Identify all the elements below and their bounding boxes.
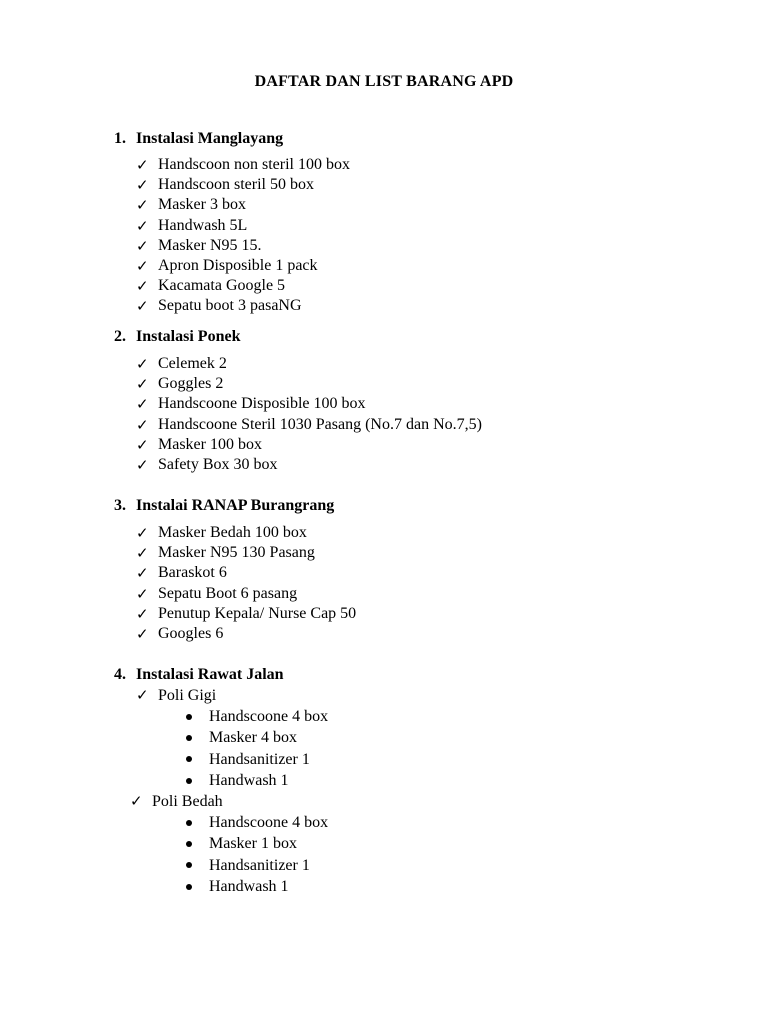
bullet-icon <box>186 714 192 720</box>
section-ponek <box>114 327 482 475</box>
subsection-label: ✓ Poli Gigi <box>136 686 217 704</box>
bullet-icon <box>186 820 192 826</box>
subsection-poli-bedah <box>130 791 328 897</box>
checkmark-icon: ✓ <box>136 236 149 255</box>
checkmark-icon: ✓ <box>136 355 149 373</box>
subsection-label: ✓ Poli Bedah <box>130 792 223 811</box>
section-ranap-burangrang <box>114 496 356 644</box>
list-item: ✓ Safety Box 30 box <box>136 456 278 475</box>
checkmark-icon: ✓ <box>136 196 149 215</box>
bullet-icon <box>186 756 192 762</box>
checkmark-icon: ✓ <box>136 395 149 414</box>
checkmark-icon: ✓ <box>136 625 149 644</box>
checkmark-icon: ✓ <box>136 435 149 454</box>
list-item: ✓ Handscoon steril 50 box <box>136 176 314 195</box>
section-manglayang <box>114 129 350 317</box>
section-heading: 2. Instalasi Ponek <box>114 328 241 345</box>
checkmark-icon: ✓ <box>136 297 149 316</box>
section-heading: 3. Instalai RANAP Burangrang <box>114 497 335 514</box>
list-item: ✓ Kacamata Google 5 <box>136 277 286 296</box>
list-item: Handscoone 4 box <box>182 706 328 727</box>
checkmark-icon: ✓ <box>136 415 149 434</box>
item-list <box>136 354 482 475</box>
list-item: Handwash 1 <box>182 876 328 897</box>
checkmark-icon: ✓ <box>136 456 149 475</box>
bullet-icon <box>186 735 192 741</box>
section-heading: 1. Instalasi Manglayang <box>114 130 284 147</box>
list-item: ✓ Apron Disposible 1 pack <box>136 257 318 276</box>
list-item: ✓ Sepatu boot 3 pasaNG <box>136 297 302 316</box>
list-item: ✓ Masker N95 15. <box>136 236 262 255</box>
list-item: Handwash 1 <box>182 770 328 791</box>
list-item: Handsanitizer 1 <box>182 749 328 770</box>
list-item: ✓ Googles 6 <box>136 625 224 644</box>
document-title: DAFTAR DAN LIST BARANG APD <box>254 73 514 90</box>
checkmark-icon: ✓ <box>130 792 143 811</box>
checkmark-icon: ✓ <box>136 584 149 603</box>
checkmark-icon: ✓ <box>136 604 149 623</box>
checkmark-icon: ✓ <box>136 277 149 296</box>
checkmark-icon: ✓ <box>136 176 149 195</box>
item-list <box>136 523 356 644</box>
checkmark-icon: ✓ <box>136 216 149 235</box>
checkmark-icon: ✓ <box>136 686 149 704</box>
checkmark-icon: ✓ <box>136 375 149 394</box>
list-item: ✓ Baraskot 6 <box>136 564 227 583</box>
list-item: ✓ Penutup Kepala/ Nurse Cap 50 <box>136 604 357 623</box>
bullet-list <box>182 706 328 791</box>
list-item: Masker 1 box <box>182 833 328 854</box>
list-item: Handsanitizer 1 <box>182 855 328 876</box>
item-list <box>136 155 350 317</box>
section-heading: 4. Instalasi Rawat Jalan <box>114 666 284 683</box>
checkmark-icon: ✓ <box>136 156 149 174</box>
list-item: Masker 4 box <box>182 727 328 748</box>
list-item: ✓ Celemek 2 <box>136 355 227 373</box>
bullet-icon <box>186 862 192 868</box>
list-item: Handscoone 4 box <box>182 812 328 833</box>
list-item: ✓ Handscoone Steril 1030 Pasang (No.7 dan No.7,5) <box>136 415 482 434</box>
list-item: ✓ Handscoone Disposible 100 box <box>136 395 366 414</box>
checkmark-icon: ✓ <box>136 524 149 542</box>
list-item: ✓ Masker 100 box <box>136 435 262 454</box>
list-item: ✓ Handwash 5L <box>136 216 248 235</box>
bullet-icon <box>186 884 192 890</box>
list-item: ✓ Masker Bedah 100 box <box>136 524 307 542</box>
checkmark-icon: ✓ <box>136 544 149 563</box>
list-item: ✓ Handscoon non steril 100 box <box>136 156 350 174</box>
bullet-icon <box>186 841 192 847</box>
checkmark-icon: ✓ <box>136 564 149 583</box>
bullet-list <box>182 812 328 897</box>
list-item: ✓ Masker N95 130 Pasang <box>136 544 315 563</box>
list-item: ✓ Sepatu Boot 6 pasang <box>136 584 298 603</box>
list-item: ✓ Masker 3 box <box>136 196 246 215</box>
checkmark-icon: ✓ <box>136 257 149 276</box>
list-item: ✓ Goggles 2 <box>136 375 224 394</box>
subsection-poli-gigi <box>136 685 328 791</box>
bullet-icon <box>186 778 192 784</box>
section-rawat-jalan <box>114 665 328 897</box>
